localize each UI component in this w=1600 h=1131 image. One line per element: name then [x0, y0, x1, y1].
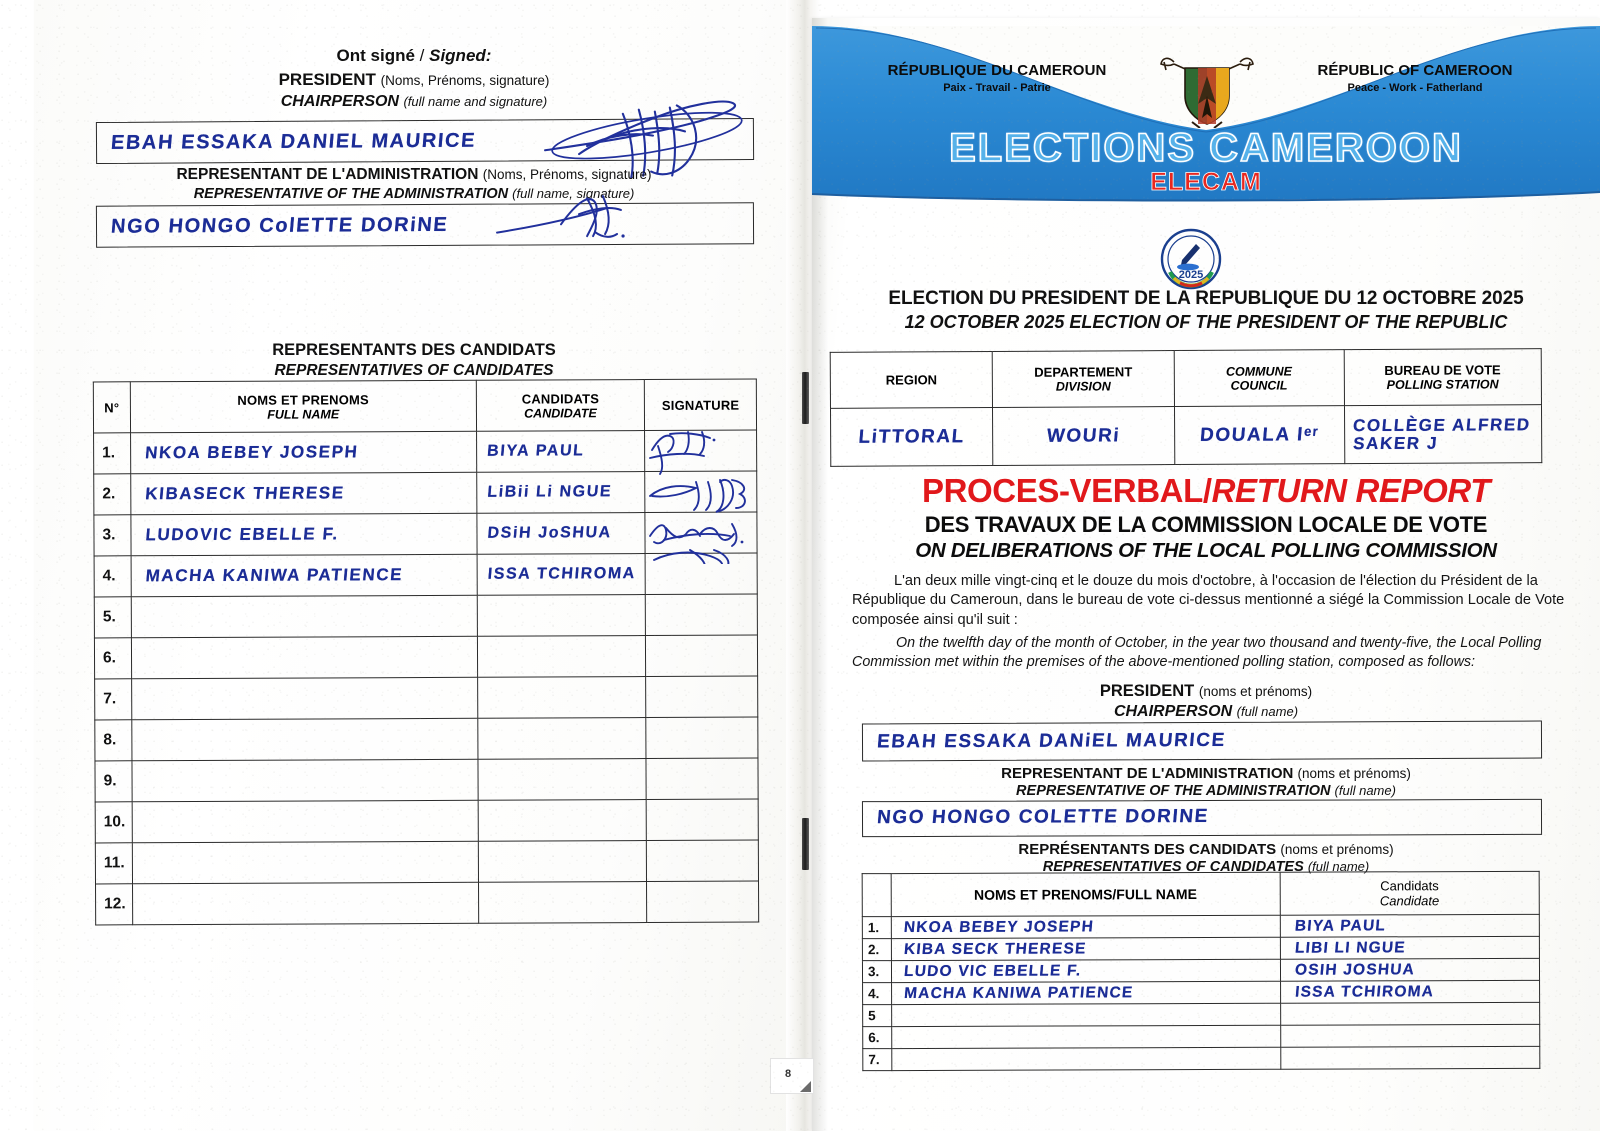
row-full-name: NKOA BEBEY JOSEPH — [902, 917, 1095, 936]
row-candidate — [478, 615, 646, 616]
row-candidate: ISSA TCHIROMA — [486, 565, 637, 583]
left-reps-title-en: REPRESENTATIVES OF CANDIDATES — [274, 362, 554, 379]
row-candidate: OSIH JOSHUA — [1293, 960, 1416, 979]
page-number-value: 8 — [785, 1068, 792, 1080]
pv-title-red-fr: PROCES-VERBAL/ — [922, 472, 1212, 509]
row-number: 3. — [867, 964, 880, 980]
republic-en-line2: Peace - Work - Fatherland — [1347, 82, 1483, 94]
row-full-name: MACHA KANIWA PATIENCE — [903, 983, 1134, 1002]
row-number: 10. — [103, 813, 126, 831]
polling-station-value-line2: SAKER J — [1351, 433, 1439, 453]
pv-title-black-en: ON DELIBERATIONS OF THE LOCAL POLLING COMMISSION — [915, 539, 1497, 562]
row-full-name — [132, 780, 477, 782]
table-row[interactable] — [95, 840, 758, 884]
republic-en-line1: RÉPUBLIC OF CAMEROON — [1317, 62, 1513, 79]
row-number: 6. — [868, 1030, 880, 1046]
row-number: 6. — [102, 649, 116, 667]
row-number: 4. — [868, 986, 880, 1002]
right-admin-heading — [822, 765, 1590, 799]
table-row[interactable] — [95, 676, 758, 720]
col-header-candidate-fr: CANDIDATS — [521, 390, 600, 407]
right-chairperson-label-en: CHAIRPERSON — [1113, 703, 1233, 720]
elections-cameroon-title: ELECTIONS CAMEROON — [949, 126, 1463, 170]
right-reps-label-fr: REPRÉSENTANTS DES CANDIDATS — [1018, 841, 1277, 858]
right-reps-heading — [822, 841, 1590, 875]
row-number: 2. — [102, 485, 116, 503]
table-row[interactable] — [863, 1046, 1540, 1070]
left-admin-heading — [34, 166, 794, 202]
right-admin-label-en: REPRESENTATIVE OF THE ADMINISTRATION — [1016, 783, 1331, 799]
row-candidate — [478, 738, 646, 739]
council-value: DOUALA Iᵉʳ — [1198, 423, 1320, 446]
staple-mark-bottom — [802, 818, 809, 870]
row-full-name — [132, 657, 477, 659]
row-number: 7. — [103, 690, 117, 708]
right-admin-note-en: (full name) — [1334, 783, 1396, 798]
republic-fr-line2: Paix - Travail - Patrie — [943, 82, 1051, 94]
right-reps-label-en: REPRESENTATIVES OF CANDIDATES — [1042, 859, 1304, 875]
paragraph-english: On the twelfth day of the month of October, in the year two thousand and twenty-five, the Local Polling Commission met within the premises of the above-mentioned polling station, composed as follows: — [852, 634, 1542, 670]
right-admin-name-field[interactable] — [862, 799, 1542, 837]
row-number: 8. — [103, 731, 117, 749]
table-row[interactable] — [96, 881, 759, 925]
row-number: 9. — [103, 772, 117, 790]
row-full-name: KIBA SECK THERESE — [903, 939, 1088, 958]
admin-label-fr: REPRESENTANT DE L'ADMINISTRATION — [176, 166, 479, 183]
page-fold-corner-icon — [800, 1081, 811, 1092]
row-candidate — [479, 902, 647, 903]
signed-label: Signed: — [429, 46, 492, 65]
row-candidate: LiBii Li NGUE — [486, 483, 613, 501]
president-label-fr: PRESIDENT — [278, 70, 376, 89]
row-full-name — [132, 739, 477, 741]
right-president-heading — [822, 682, 1590, 721]
left-admin-name-field[interactable] — [96, 202, 754, 247]
row-full-name — [133, 903, 478, 905]
pv-title-red-en: RETURN REPORT — [1211, 472, 1490, 509]
right-president-name-field[interactable] — [862, 721, 1542, 762]
col-header-signature: SIGNATURE — [661, 397, 740, 413]
row-number: 12. — [104, 895, 126, 913]
table-row[interactable] — [95, 758, 758, 802]
row-number: 2. — [867, 942, 880, 958]
region-col-header: REGION — [885, 372, 938, 388]
row-number: 11. — [103, 854, 125, 872]
right-col-header-candidate-fr: Candidats — [1380, 878, 1439, 894]
table-row[interactable] — [863, 1024, 1540, 1048]
col-header-candidate-en: CANDIDATE — [524, 405, 597, 421]
table-row[interactable] — [94, 594, 757, 638]
row-number: 1. — [867, 920, 880, 936]
row-candidate — [479, 861, 647, 862]
republic-label-french — [872, 62, 1122, 94]
signed-separator: / — [414, 46, 430, 65]
region-info-table — [830, 348, 1543, 467]
row-full-name — [132, 616, 477, 618]
table-row[interactable] — [94, 635, 757, 679]
row-candidate — [1281, 1013, 1539, 1014]
row-candidate: BIYA PAUL — [1293, 916, 1387, 935]
election-title-en: 12 OCTOBER 2025 ELECTION OF THE PRESIDENT OF THE REPUBLIC — [904, 312, 1508, 332]
election-title-block — [822, 288, 1590, 333]
table-row[interactable] — [863, 980, 1540, 1004]
row-number: 5. — [102, 608, 116, 626]
admin-note-fr: (Noms, Prénoms, signature) — [482, 167, 652, 182]
row-candidate — [478, 656, 646, 657]
election-title-fr: ELECTION DU PRESIDENT DE LA REPUBLIQUE DU 12 OCTOBRE 2025 — [888, 288, 1524, 309]
row-full-name — [133, 862, 478, 864]
elecam-2025-seal-icon — [1160, 228, 1222, 290]
region-table-header-row — [830, 349, 1541, 409]
right-president-name-value: EBAH ESSAKA DANiEL MAURICE — [876, 729, 1227, 753]
seal-year-text: 2025 — [1178, 269, 1204, 281]
right-table-header-row — [862, 871, 1539, 916]
table-row[interactable] — [862, 914, 1539, 938]
table-row[interactable] — [95, 717, 758, 761]
row-candidate — [478, 779, 646, 780]
return-report-title-block — [822, 472, 1590, 563]
row-full-name — [892, 1014, 1280, 1015]
row-candidate: DSiH JoSHUA — [486, 524, 613, 542]
right-reps-note-en: (full name) — [1307, 859, 1370, 874]
paragraph-french: L'an deux mille vingt-cinq et le douze du mois d'octobre, à l'occasion de l'élection du Président de la République du Cameroun, dans le bureau de vote ci-dessus mentionné a siégé la Commission Locale de Vote composée ainsi qu'il suit : — [852, 573, 1565, 628]
left-president-name-value: EBAH ESSAKA DANIEL MAURICE — [110, 129, 477, 154]
left-president-name-field[interactable] — [96, 118, 754, 164]
polling-station-value-line1: COLLÈGE ALFRED — [1351, 414, 1532, 435]
row-candidate: ISSA TCHIROMA — [1293, 982, 1435, 1001]
table-row[interactable] — [862, 958, 1539, 982]
polling-station-col-header-en: POLLING STATION — [1386, 377, 1499, 392]
row-candidate — [478, 697, 646, 698]
region-value: LiTTORAL — [857, 425, 966, 448]
table-row[interactable] — [863, 1002, 1540, 1026]
pv-title-black-fr: DES TRAVAUX DE LA COMMISSION LOCALE DE VOTE — [924, 512, 1488, 537]
left-table-signature-scribbles — [644, 424, 764, 564]
chairperson-note-en: (full name and signature) — [403, 94, 548, 109]
council-col-header-fr: COMMUNE — [1225, 363, 1292, 379]
col-header-name-en: FULL NAME — [267, 406, 340, 422]
row-number: 3. — [102, 526, 116, 544]
row-number: 1. — [102, 444, 116, 462]
left-reps-title — [34, 341, 794, 380]
republic-fr-line1: RÉPUBLIQUE DU CAMEROUN — [887, 62, 1107, 79]
row-full-name — [132, 821, 477, 823]
page-number-tag — [770, 1058, 814, 1094]
division-col-header-en: DIVISION — [1055, 379, 1111, 394]
admin-label-en: REPRESENTATIVE OF THE ADMINISTRATION — [193, 186, 509, 202]
chairperson-label-en: CHAIRPERSON — [280, 93, 399, 110]
admin-note-en: (full name, signature) — [512, 186, 635, 201]
row-candidate — [1281, 1057, 1539, 1058]
admin-signature-scribble — [491, 184, 641, 255]
row-full-name: LUDO VIC EBELLE F. — [903, 961, 1083, 980]
row-number: 5 — [868, 1008, 876, 1024]
row-candidate — [478, 820, 646, 821]
row-full-name: LUDOVIC EBELLE F. — [144, 524, 340, 545]
right-candidates-table — [862, 871, 1541, 1071]
right-chairperson-note-en: (full name) — [1236, 704, 1299, 719]
right-admin-name-value: NGO HONGO COLETTE DORINE — [876, 805, 1210, 829]
col-header-no: N° — [104, 399, 120, 415]
region-table-value-row[interactable] — [830, 405, 1541, 467]
division-value: WOURi — [1046, 424, 1122, 447]
division-col-header-fr: DEPARTEMENT — [1034, 364, 1133, 380]
row-candidate — [1281, 1035, 1539, 1036]
right-admin-label-fr: REPRESENTANT DE L'ADMINISTRATION — [1001, 765, 1294, 782]
right-president-note-fr: (noms et prénoms) — [1198, 684, 1313, 699]
council-col-header-en: COUNCIL — [1230, 377, 1288, 393]
row-candidate: BIYA PAUL — [486, 442, 585, 460]
right-reps-note-fr: (noms et prénoms) — [1280, 842, 1394, 857]
staple-mark-top — [802, 372, 809, 424]
row-full-name: KIBASECK THERESE — [144, 483, 346, 504]
ont-signe-label: Ont signé — [336, 46, 415, 65]
deliberation-paragraph — [852, 572, 1568, 671]
row-full-name: NKOA BEBEY JOSEPH — [144, 442, 360, 463]
table-row[interactable] — [862, 936, 1539, 960]
row-full-name — [132, 698, 477, 700]
table-row[interactable] — [95, 799, 758, 843]
cameroon-coat-of-arms-icon — [1152, 52, 1262, 128]
right-col-header-candidate-en: Candidate — [1379, 893, 1440, 909]
row-number: 7. — [868, 1052, 880, 1068]
republic-label-english — [1290, 62, 1540, 94]
polling-station-col-header-fr: BUREAU DE VOTE — [1384, 362, 1501, 378]
row-full-name: MACHA KANIWA PATIENCE — [144, 565, 404, 586]
left-admin-name-value: NGO HONGO ColETTE DORiNE — [110, 213, 450, 238]
elecam-acronym: ELECAM — [1150, 168, 1262, 196]
row-candidate: LIBI LI NGUE — [1293, 938, 1407, 957]
row-full-name — [892, 1058, 1280, 1059]
president-note-fr: (Noms, Prénoms, signature) — [380, 73, 550, 88]
row-full-name — [892, 1036, 1280, 1037]
left-reps-title-fr: REPRESENTANTS DES CANDIDATS — [272, 341, 556, 359]
row-number: 4. — [102, 567, 116, 585]
right-president-label-fr: PRESIDENT — [1099, 682, 1195, 700]
right-col-header-name: NOMS ET PRENOMS/FULL NAME — [973, 886, 1197, 903]
right-admin-note-fr: (noms et prénoms) — [1297, 766, 1411, 781]
col-header-name-fr: NOMS ET PRENOMS — [237, 391, 369, 408]
